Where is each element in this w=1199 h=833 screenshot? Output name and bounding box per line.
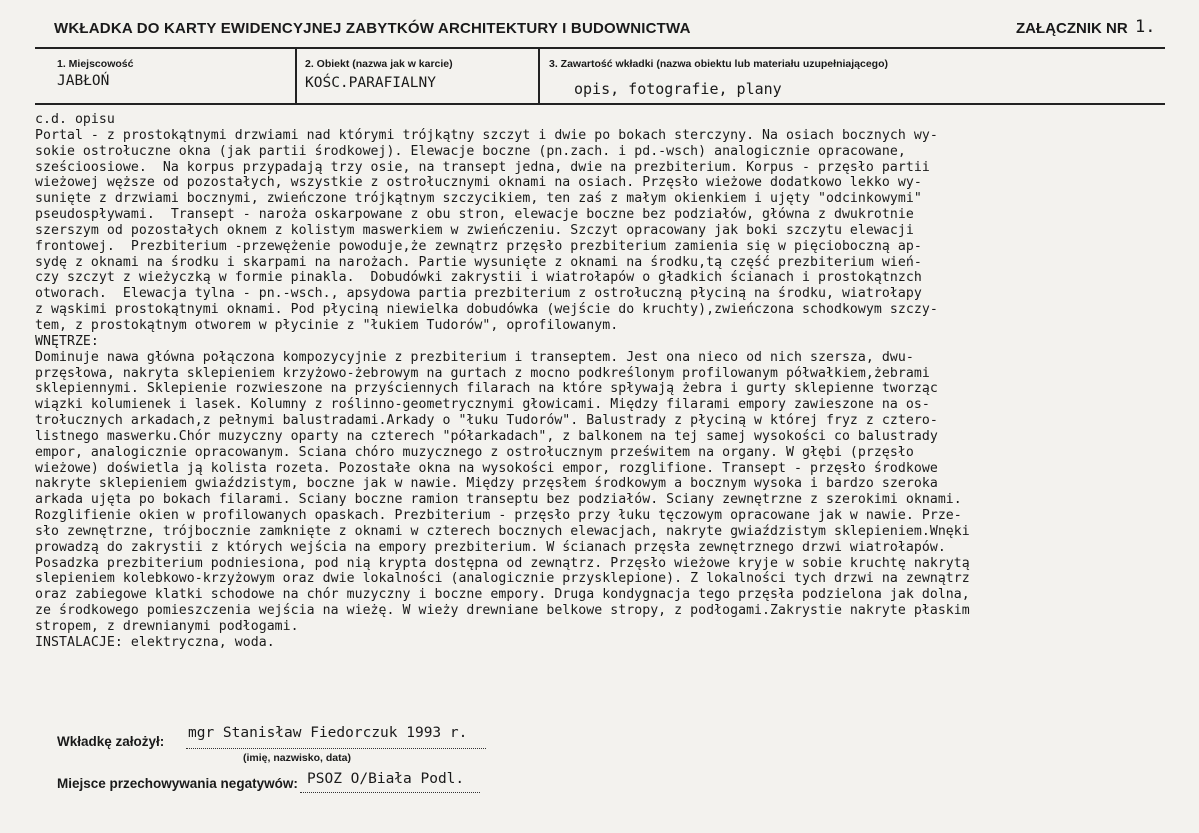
locality-label: 1. Miejscowość [57, 58, 134, 70]
text-line: ze środkowego pomieszczenia wejścia na wieżę. W wieży drewniane belkowe stropy, z podłogami.Zakrystie nakryte płaskim [35, 603, 970, 619]
text-line: otworach. Elewacja tylna - pn.-wsch., apsydowa partia prezbiterium z ostrołuczną płyciną na środku, wiatrołapy [35, 286, 922, 302]
fields-rule [35, 103, 1165, 105]
text-line: sokie ostrołuczne okna (jak partii środkowej). Elewacje boczne (pn.zach. i pd.-wsch) analogicznie opracowane, [35, 143, 906, 159]
text-line: Dominuje nawa główna połączona kompozycyjnie z prezbiterium i transeptem. Jest ona nieco od nich szersza, dwu- [35, 349, 914, 365]
object-label: 2. Obiekt (nazwa jak w karcie) [305, 58, 453, 70]
author-label: Wkładkę założył: [57, 734, 165, 749]
text-line: arkada ujęta po bokach filarami. Sciany boczne ramion transeptu bez podziałów. Sciany zewnętrzne z szerokimi oknami. [35, 492, 962, 508]
text-line: listnego maswerku.Chór muzyczny oparty na czterech "półarkadach", z balkonem na tej samej wysokości co balustrady [35, 428, 938, 444]
text-line: sześcioosiowe. Na korpus przypadają trzy osie, na transept jedna, dwie na prezbiterium. Korpus - przęsło partii [35, 159, 930, 175]
negatives-value: PSOZ O/Biała Podl. [307, 771, 465, 787]
text-line: Rozglifienie okien w profilowanych opaskach. Prezbiterium - przęsło przy łuku tęczowym opracowane jak w nawie. Prze- [35, 508, 962, 524]
author-caption: (imię, nazwisko, data) [243, 752, 351, 764]
text-line: wieżowe) doświetla ją kolista rozeta. Pozostałe okna na wysokości empor, rozglifione. Transept - przęsło środkowe [35, 460, 938, 476]
content-value: opis, fotografie, plany [574, 80, 782, 98]
text-line: szerszym od pozostałych oknem z kolistym maswerkiem w zwieńczeniu. Szczyt opracowany jak boki szczytu elewacji [35, 222, 914, 238]
text-line: stropem, z drewnianymi podłogami. [35, 619, 299, 634]
text-line: slepieniem kolebkowo-krzyżowym oraz dwie lokalności (analogicznie przysklepione). Z lokalności tych drzwi na zewnątrz [35, 571, 970, 587]
text-line: wieżowej węższe od pozostałych, wszystkie z ostrołucznymi oknami na osiach. Przęsło wieżowe dodatkowo lekko wy- [35, 175, 922, 191]
content-label: 3. Zawartość wkładki (nazwa obiektu lub materiału uzupełniającego) [549, 58, 888, 70]
text-line: przęsłowa, nakryta sklepieniem krzyżowo-żebrowym na gurtach z mocno podkreślonym profilowanym półwałkiem,żebrami [35, 365, 930, 381]
text-line: sło zewnętrzne, trójbocznie zamknięte z oknami w czterech bocznych elewacjach, nakryte gwiaździstym sklepieniem.Wnęki [35, 523, 970, 539]
header-rule [35, 47, 1165, 49]
annex-label: ZAŁĄCZNIK NR [1016, 20, 1128, 37]
text-line: pseudospływami. Transept - naroża oskarpowane z obu stron, elewacje boczne bez podziałów, główna z dwukrotnie [35, 207, 914, 223]
text-line: prowadzą do zakrystii z których wejścia na empory prezbiterium. W ścianach przęsła zewnętrznego drzwi wiatrołapów. [35, 539, 946, 555]
field-divider-1 [295, 48, 297, 104]
author-value: mgr Stanisław Fiedorczuk 1993 r. [188, 725, 468, 741]
text-line: frontowej. Prezbiterium -przewężenie powoduje,że zewnątrz przęsło prezbiterium zamienia się w pięcioboczną ap- [35, 238, 922, 254]
text-line: tem, z prostokątnym otworem w płycinie z "łukiem Tudorów", oprofilowanym. [35, 317, 619, 333]
text-line: z wąskimi prostokątnymi oknami. Pod płyciną niewielka dobudówka (wejście do kruchty),zwieńczona schodkowym szczy- [35, 302, 938, 318]
object-value: KOŚC.PARAFIALNY [305, 75, 436, 91]
text-line: c.d. opisu [35, 112, 115, 127]
text-line: oraz zabiegowe klatki schodowe na chór muzyczny i boczne empory. Druga kondygnacja tego przęsła podzielona jak dolna, [35, 587, 970, 603]
field-divider-2 [538, 48, 540, 104]
text-line: sydę z oknami na środku i skarpami na narożach. Partie wysunięte z oknami na środku,tą część prezbiterium wień- [35, 254, 922, 270]
text-line: wiązki kolumienek i lasek. Kolumny z roślinno-geometrycznymi głowicami. Między filarami empory zawieszone na os- [35, 397, 930, 413]
negatives-label: Miejsce przechowywania negatywów: [57, 776, 298, 791]
negatives-dotted-line [300, 792, 480, 793]
text-line: INSTALACJE: elektryczna, woda. [35, 634, 275, 650]
text-line: Posadzka prezbiterium podniesiona, pod nią krypta dostępna od zewnątrz. Przęsło wieżowe kryje w sobie kruchtę nakrytą [35, 555, 970, 571]
text-line: sunięte z drzwiami bocznymi, zwieńczone trójkątnym szczycikiem, ten zaś z małym okienkiem i ujęty "odcinkowymi" [35, 191, 922, 207]
annex-number: 1. [1135, 17, 1156, 37]
description-text [35, 112, 1195, 651]
text-line: sklepiennymi. Sklepienie rozwieszone na przyściennych filarach na które spływają żebra i gurty sklepienne tworząc [35, 381, 938, 397]
text-line: empor, analogicznie opracowanym. Sciana chóro muzycznego z ostrołucznym prześwitem na organy. W głębi (przęsło [35, 444, 914, 460]
form-title: WKŁADKA DO KARTY EWIDENCYJNEJ ZABYTKÓW ARCHITEKTURY I BUDOWNICTWA [54, 20, 691, 37]
locality-value: JABŁOŃ [57, 73, 110, 89]
author-dotted-line [186, 748, 486, 749]
text-line: Portal - z prostokątnymi drzwiami nad którymi trójkątny szczyt i dwie po bokach sterczyny. Na osiach bocznych wy- [35, 127, 938, 143]
text-line: trołucznych arkadach,z pełnymi balustradami.Arkady o "łuku Tudorów". Balustrady z płyciną w której fryz z cztero- [35, 413, 938, 429]
text-line: czy szczyt z wieżyczką w formie pinakla. Dobudówki zakrystii i wiatrołapów o gładkich ścianach i prostokątnzch [35, 270, 922, 286]
text-line: nakryte sklepieniem gwiaździstym, boczne jak w nawie. Między przęsłem środkowym a bocznym wysoka i bardzo szeroka [35, 476, 938, 492]
text-line: WNĘTRZE: [35, 333, 99, 349]
